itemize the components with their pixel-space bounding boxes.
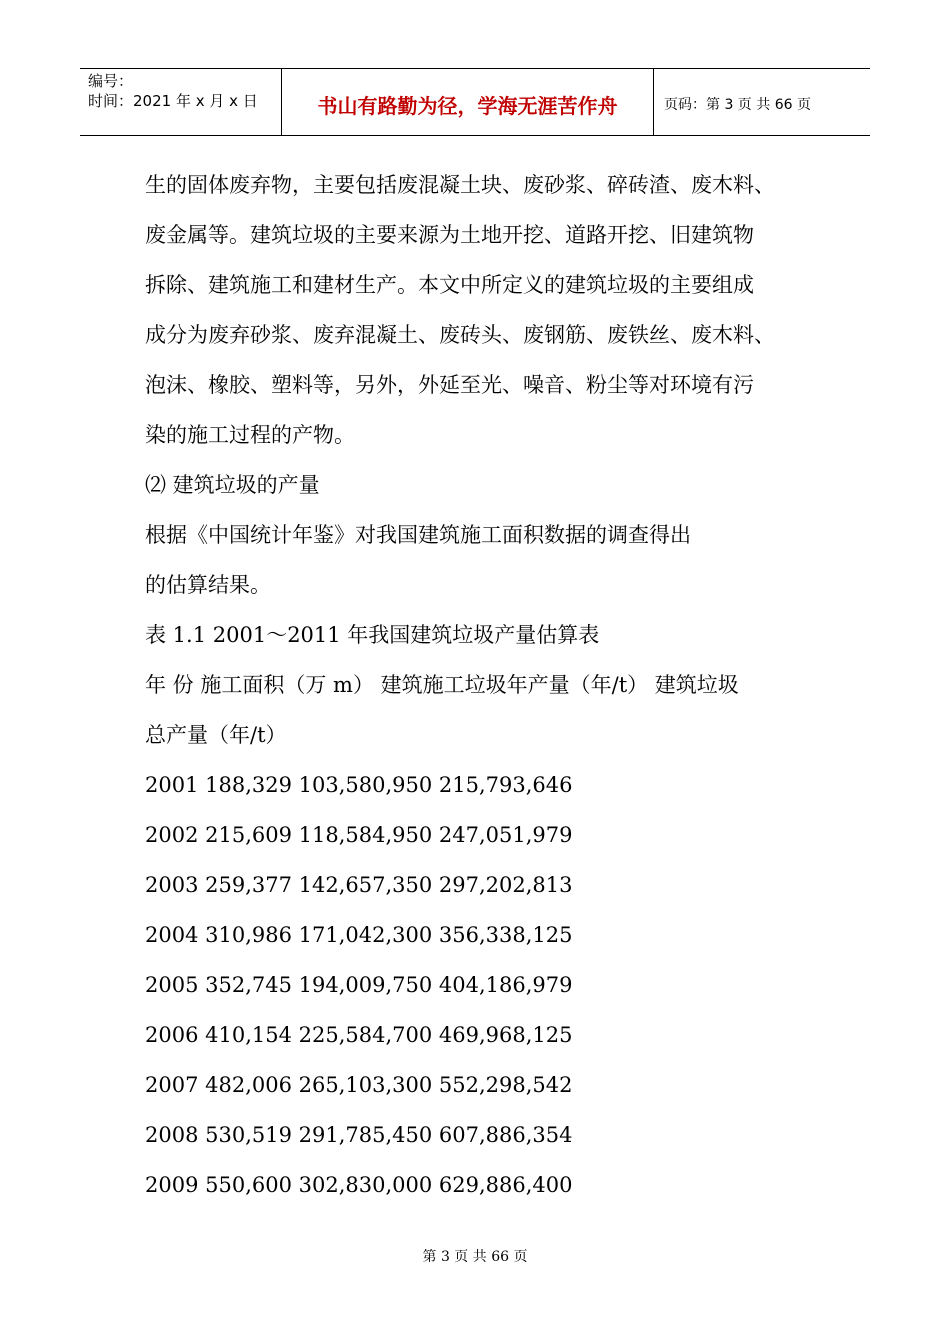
intro-line: 根据《中国统计年鉴》对我国建筑施工面积数据的调查得出 [145,523,691,547]
table-header-line: 年 份 施工面积（万 m） 建筑施工垃圾年产量（年/t） 建筑垃圾 [145,673,739,697]
table-row: 2002 215,609 118,584,950 247,051,979 [145,823,573,847]
table-row: 2001 188,329 103,580,950 215,793,646 [145,773,573,797]
table-row: 2004 310,986 171,042,300 356,338,125 [145,923,573,947]
document-date: 时间：2021 年 x 月 x 日 [88,92,258,110]
table-header-line: 总产量（年/t） [145,723,287,747]
page-footer: 第 3 页 共 66 页 [422,1249,528,1265]
intro-line: 的估算结果。 [145,573,271,597]
document-number-label: 编号： [88,72,134,90]
paragraph-line: 染的施工过程的产物。 [145,423,355,447]
document-body [145,160,825,1210]
table-row: 2006 410,154 225,584,700 469,968,125 [145,1023,573,1047]
section-heading: ⑵ 建筑垃圾的产量 [145,473,320,497]
paragraph-line: 废金属等。建筑垃圾的主要来源为土地开挖、道路开挖、旧建筑物 [145,223,754,247]
table-row: 2008 530,519 291,785,450 607,886,354 [145,1123,573,1147]
table-row: 2009 550,600 302,830,000 629,886,400 [145,1173,573,1197]
paragraph-line: 泡沫、橡胶、塑料等，另外，外延至光、噪音、粉尘等对环境有污 [145,373,754,397]
paragraph-line: 拆除、建筑施工和建材生产。本文中所定义的建筑垃圾的主要组成 [145,273,754,297]
paragraph-line: 生的固体废弃物，主要包括废混凝土块、废砂浆、碎砖渣、废木料、 [145,173,775,197]
table-row: 2005 352,745 194,009,750 404,186,979 [145,973,573,997]
header-page-info: 页码：第 3 页 共 66 页 [664,97,811,113]
header-motto: 书山有路勤为径，学海无涯苦作舟 [282,69,654,135]
table-title: 表 1.1 2001～2011 年我国建筑垃圾产量估算表 [145,623,600,647]
page-header [80,68,870,136]
header-meta [80,69,282,135]
table-row: 2007 482,006 265,103,300 552,298,542 [145,1073,573,1097]
paragraph-line: 成分为废弃砂浆、废弃混凝土、废砖头、废钢筋、废铁丝、废木料、 [145,323,775,347]
table-row: 2003 259,377 142,657,350 297,202,813 [145,873,573,897]
